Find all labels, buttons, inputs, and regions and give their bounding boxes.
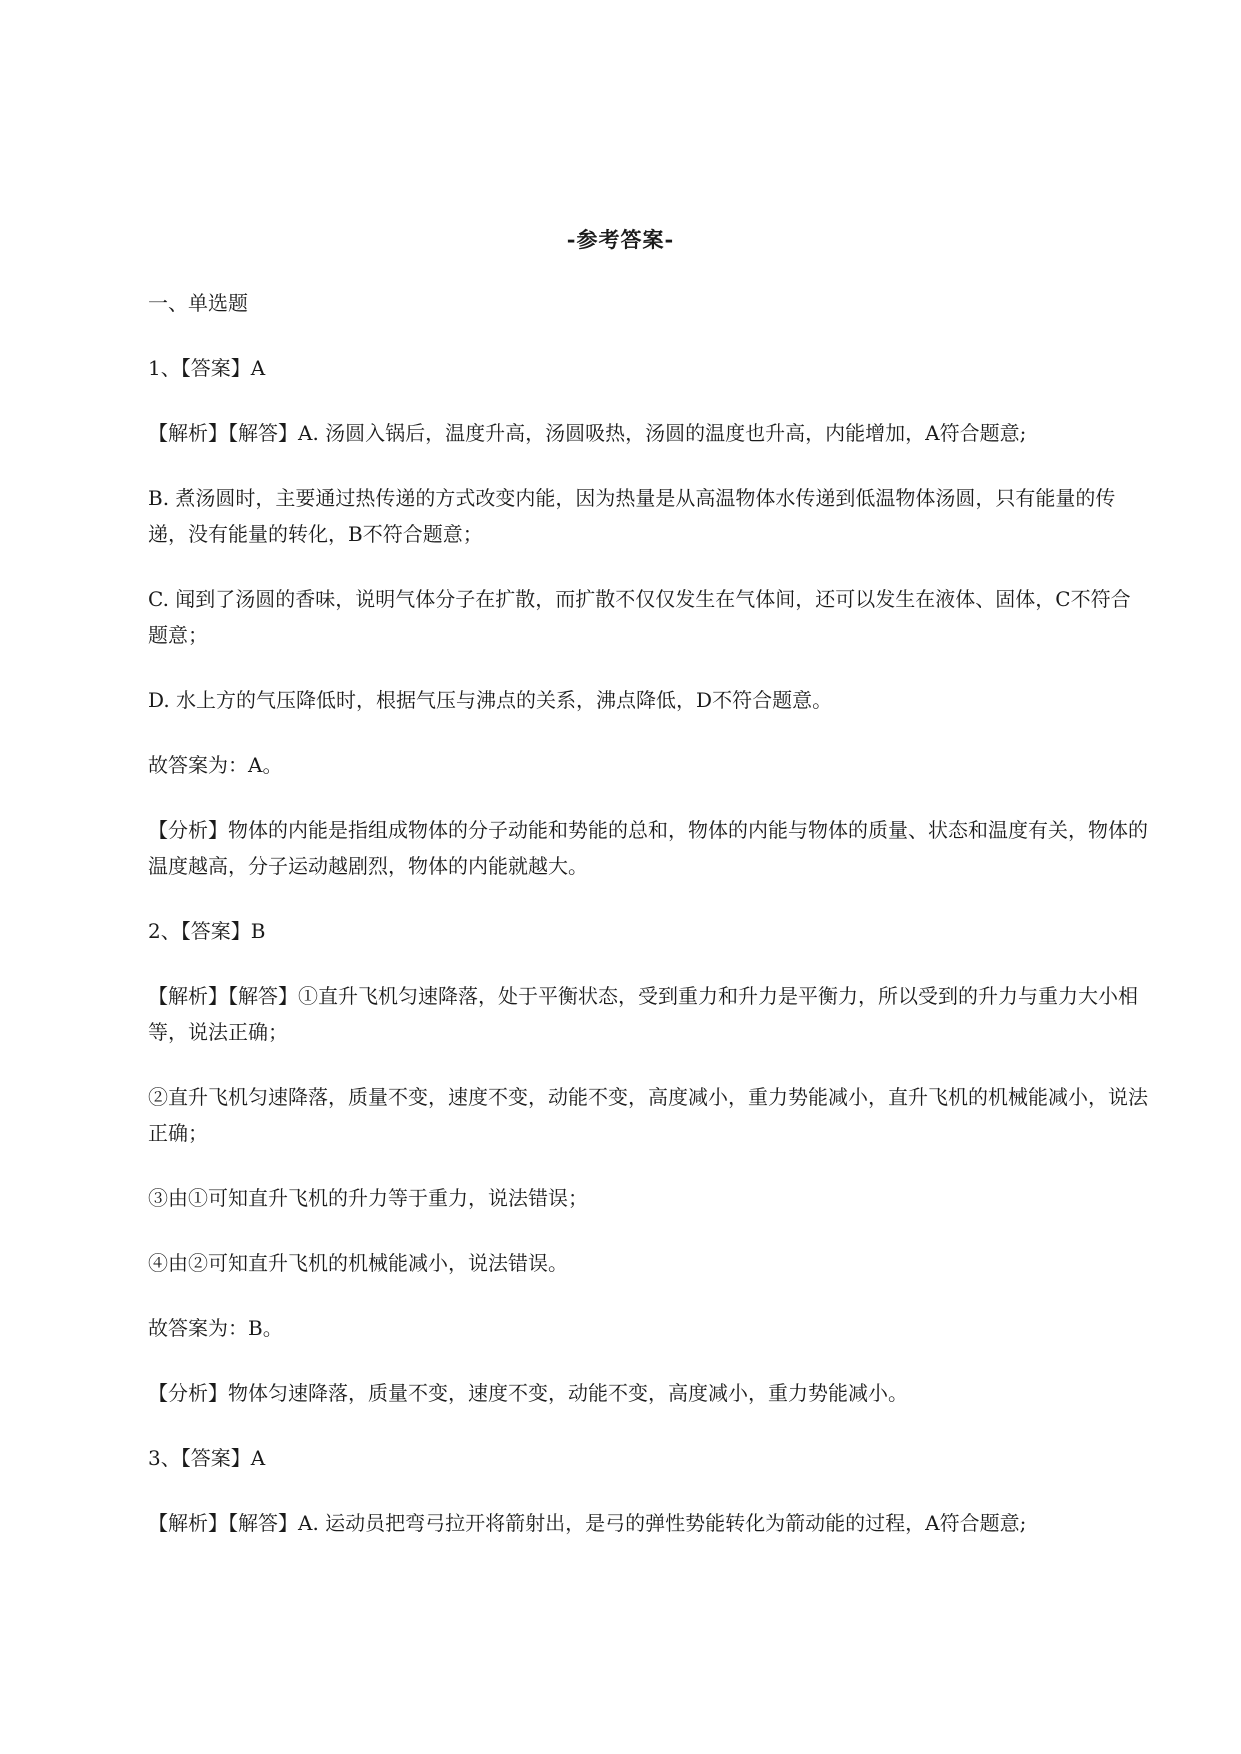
q1-fenxi: 【分析】物体的内能是指组成物体的分子动能和势能的总和，物体的内能与物体的质量、状态和温度有关，物体的温度越高，分子运动越剧烈，物体的内能就越大。 <box>148 818 1148 878</box>
q1-analysis-d: D. 水上方的气压降低时，根据气压与沸点的关系，沸点降低，D不符合题意。 <box>148 688 833 712</box>
q1-answer: 1、【答案】A <box>148 356 266 380</box>
q3-answer: 3、【答案】A <box>148 1446 266 1470</box>
q1-analysis-c: C. 闻到了汤圆的香味，说明气体分子在扩散，而扩散不仅仅发生在气体间，还可以发生在液体、固体，C不符合题意； <box>148 587 1131 647</box>
q2-analysis-2: ②直升飞机匀速降落，质量不变，速度不变，动能不变，高度减小，重力势能减小，直升飞机的机械能减小，说法正确； <box>148 1085 1148 1145</box>
section-heading: 一、单选题 <box>148 291 248 315</box>
q2-analysis-1: 【解析】【解答】①直升飞机匀速降落，处于平衡状态，受到重力和升力是平衡力，所以受到的升力与重力大小相等，说法正确； <box>148 984 1138 1044</box>
answer-content <box>148 285 1148 1570</box>
q2-analysis-3: ③由①可知直升飞机的升力等于重力，说法错误； <box>148 1186 588 1210</box>
q3-analysis-a: 【解析】【解答】A. 运动员把弯弓拉开将箭射出，是弓的弹性势能转化为箭动能的过程，A符合题意; <box>148 1511 1027 1535</box>
page-title: -参考答案- <box>566 227 675 252</box>
q2-conclusion: 故答案为：B。 <box>148 1316 283 1340</box>
q2-fenxi: 【分析】物体匀速降落，质量不变，速度不变，动能不变，高度减小，重力势能减小。 <box>148 1381 908 1405</box>
q1-conclusion: 故答案为：A。 <box>148 753 283 777</box>
q1-analysis-b: B. 煮汤圆时，主要通过热传递的方式改变内能，因为热量是从高温物体水传递到低温物体汤圆，只有能量的传递，没有能量的转化，B不符合题意； <box>148 486 1116 546</box>
q2-analysis-4: ④由②可知直升飞机的机械能减小，说法错误。 <box>148 1251 568 1275</box>
q1-analysis-a: 【解析】【解答】A. 汤圆入锅后，温度升高，汤圆吸热，汤圆的温度也升高，内能增加，A符合题意; <box>148 421 1027 445</box>
q2-answer: 2、【答案】B <box>148 919 266 943</box>
